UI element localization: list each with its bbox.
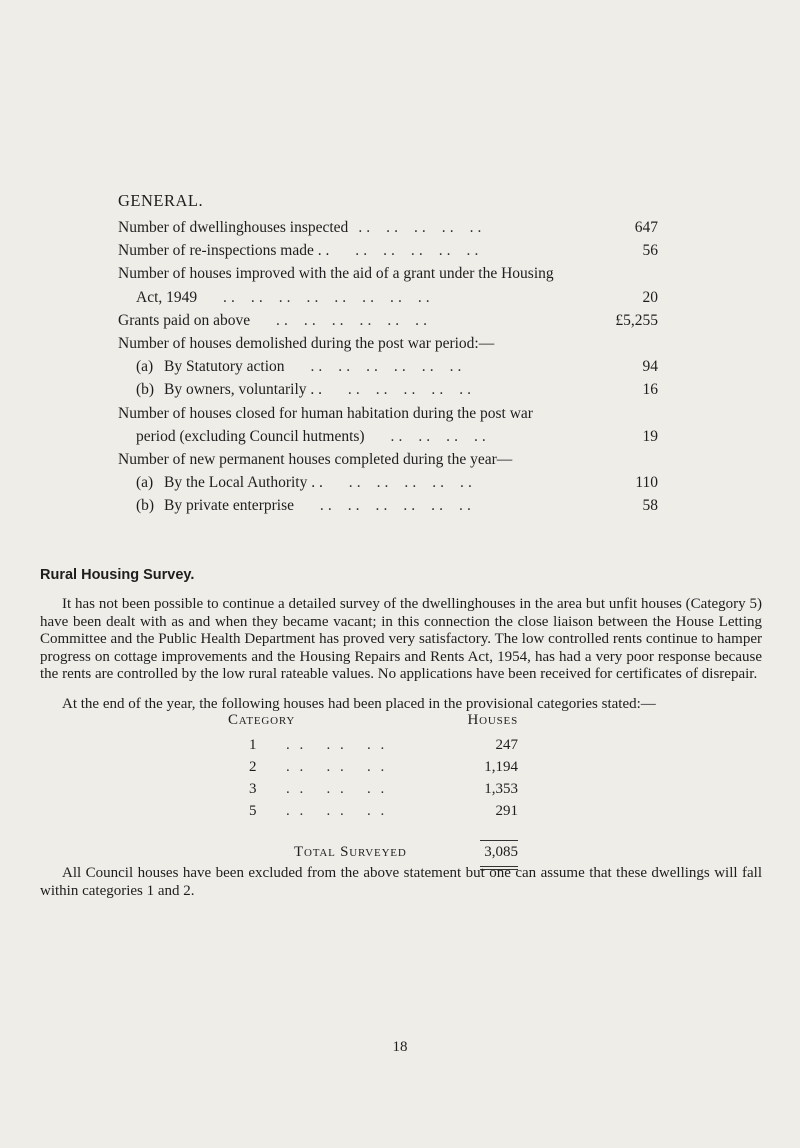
total-value: 3,085 <box>484 844 518 860</box>
row-value: 58 <box>642 497 658 515</box>
leader-dots: . . . . . . . . . . <box>358 219 482 236</box>
rural-paragraph: At the end of the year, the following houses had been placed in the provisional categories stated:— <box>62 695 656 712</box>
leader-dots: . . . . . . . . . . . . <box>303 497 471 515</box>
closing-paragraph: All Council houses have been excluded from the above statement but one can assume that these dwellings will fall within categories 1 and 2. <box>40 865 762 899</box>
row-marker: (b) <box>136 381 155 399</box>
row-label: Number of dwellinghouses inspected <box>118 219 349 236</box>
leader-dots: . . . . . . <box>286 803 388 819</box>
row-value: 110 <box>635 474 658 492</box>
leader-dots: . . . . . . . . . . <box>339 242 479 260</box>
leader-dots: . . . . . . . . . . <box>332 474 472 492</box>
cell-houses: 291 <box>495 803 518 819</box>
cell-category: 1 <box>249 737 257 753</box>
general-row <box>118 494 658 517</box>
row-value: £5,255 <box>615 311 658 329</box>
general-row <box>118 309 658 332</box>
leader-dots: . . . . . . . . . . . . <box>260 311 428 329</box>
row-label <box>136 471 323 494</box>
row-marker: (a) <box>136 474 154 492</box>
row-marker: (b) <box>136 497 155 515</box>
leader-dots: . . . . . . <box>286 781 388 797</box>
row-text: By owners, voluntarily . . <box>164 381 322 399</box>
row-label: Act, 1949 <box>136 288 198 306</box>
row-text: By the Local Authority . . <box>164 474 323 492</box>
general-row <box>118 425 658 448</box>
row-label <box>136 355 285 378</box>
rural-paragraph: It has not been possible to continue a detailed survey of the dwellinghouses in the area but unfit houses (Category 5) have been dealt with as and when they became vacant; in this connection the close liaison between the House Letting Committee and the Public Health Department has proved very satisfactory. The low controlled rents continue to hamper progress on cottage improvements and the Housing Repairs and Rents Act, 1954, has had a very poor response because the rents are controlled by the low rural rateable values. No applications have been received for certificates of disrepair. <box>40 596 762 683</box>
row-text: By Statutory action <box>164 358 285 376</box>
row-value: 19 <box>642 427 658 445</box>
leader-dots: . . . . . . <box>286 759 388 775</box>
general-row <box>118 239 658 262</box>
general-row: Number of houses demolished during the post war period:— <box>118 334 495 352</box>
table-row <box>228 756 518 778</box>
table-row <box>228 778 518 800</box>
cell-category: 2 <box>249 759 257 775</box>
header-category: Category <box>228 712 296 728</box>
leader-dots: . . . . . . . . <box>374 427 486 445</box>
row-text: By private enterprise <box>164 497 294 515</box>
general-row <box>118 355 658 378</box>
row-value: 20 <box>642 288 658 306</box>
general-row <box>118 216 658 239</box>
row-label <box>136 378 322 401</box>
row-label: period (excluding Council hutments) <box>136 427 365 445</box>
table-row <box>228 800 518 822</box>
total-rule <box>480 840 518 841</box>
cell-houses: 247 <box>495 737 518 753</box>
row-value: 56 <box>642 242 658 260</box>
general-heading: GENERAL. <box>118 191 204 210</box>
general-row <box>118 286 658 309</box>
rural-title: Rural Housing Survey. <box>40 567 195 583</box>
cell-houses: 1,194 <box>484 759 518 775</box>
row-value: 647 <box>634 219 658 236</box>
general-row <box>118 471 658 494</box>
leader-dots: . . . . . . . . . . <box>332 381 472 399</box>
cell-category: 3 <box>249 781 257 797</box>
general-section <box>118 190 658 517</box>
row-marker: (a) <box>136 358 154 376</box>
table-row <box>228 734 518 756</box>
page-number: 18 <box>392 1039 408 1055</box>
total-label: Total Surveyed <box>294 844 407 860</box>
general-row: Number of houses improved with the aid of a grant under the Housing <box>118 265 554 283</box>
cell-category: 5 <box>249 803 257 819</box>
category-table <box>228 712 518 866</box>
rural-section <box>40 564 762 714</box>
cell-houses: 1,353 <box>484 781 518 797</box>
general-row: Number of new permanent houses completed during the year— <box>118 450 513 468</box>
table-total-row <box>228 844 518 866</box>
row-label: Number of re-inspections made . . <box>118 242 330 260</box>
general-row <box>118 378 658 401</box>
row-label: Grants paid on above <box>118 311 251 329</box>
row-value: 94 <box>642 358 658 376</box>
leader-dots: . . . . . . <box>286 737 388 753</box>
leader-dots: . . . . . . . . . . . . <box>294 358 462 376</box>
row-label <box>136 494 294 517</box>
header-houses: Houses <box>467 712 518 728</box>
row-value: 16 <box>642 381 658 399</box>
general-row: Number of houses closed for human habitation during the post war <box>118 404 533 422</box>
leader-dots: . . . . . . . . . . . . . . . . <box>207 288 430 306</box>
table-header <box>228 712 518 734</box>
